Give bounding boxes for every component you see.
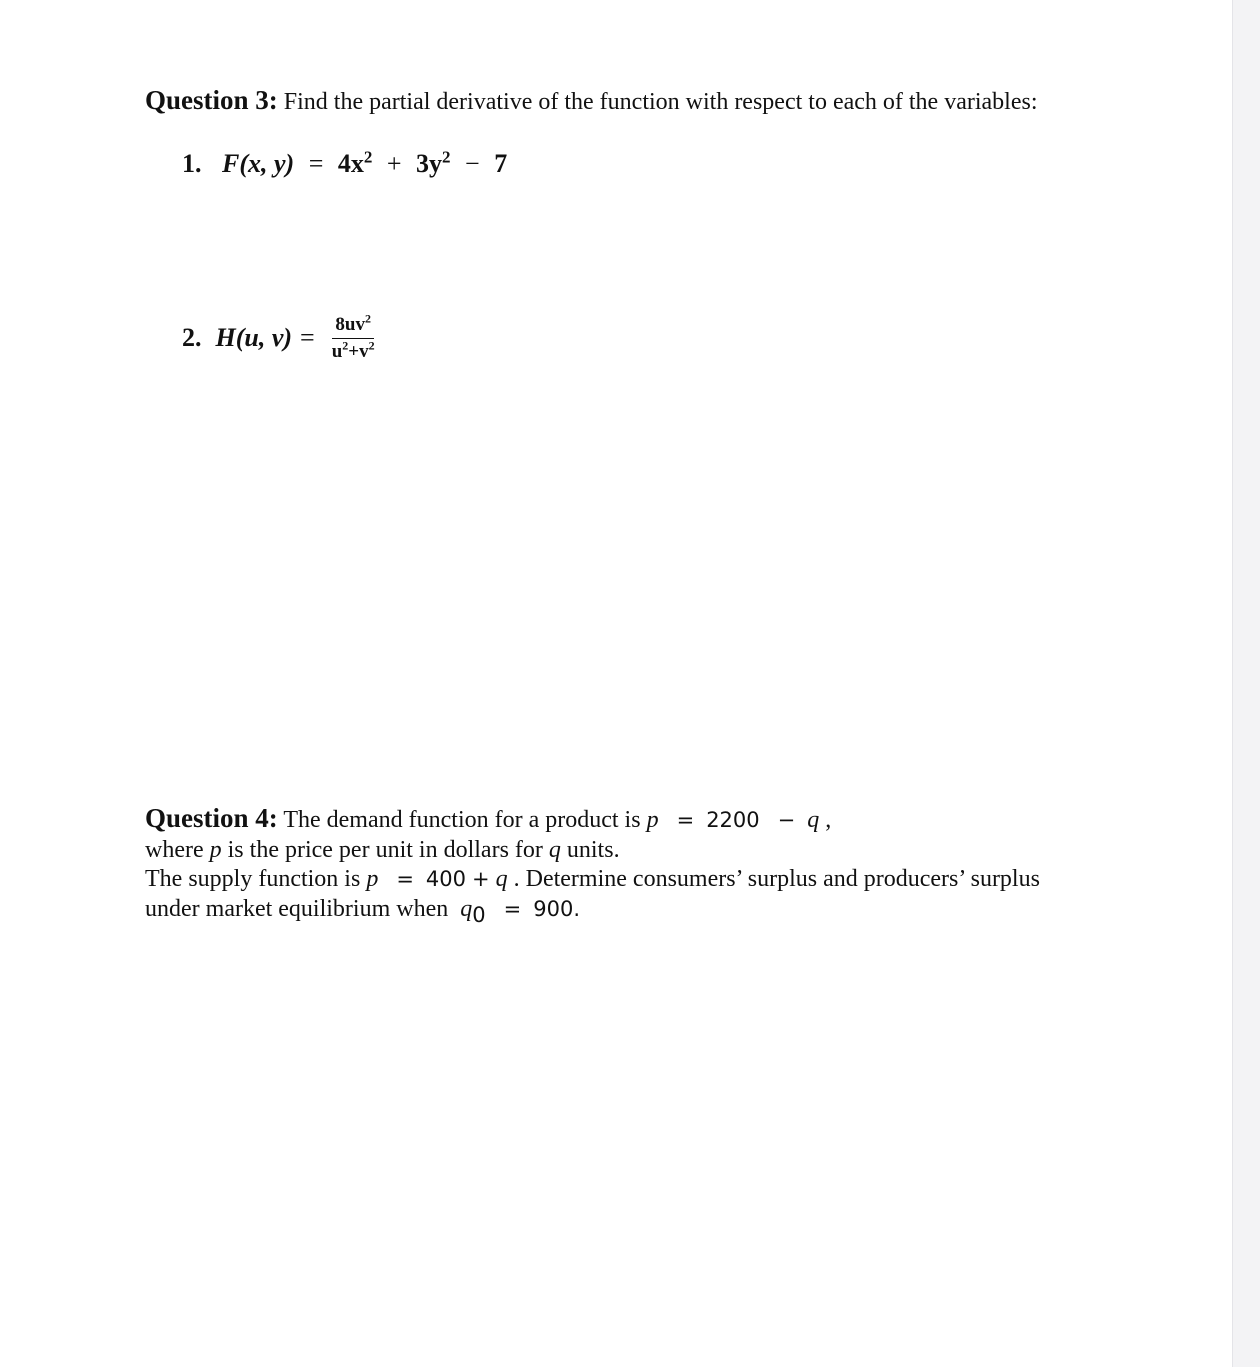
question-3-item-2 (182, 303, 378, 373)
item-1-lhs: F(x, y) (222, 149, 295, 178)
question-4-block (145, 803, 1105, 927)
question-3-label: Question 3: (145, 85, 278, 115)
fraction-denominator: $u^2+v^2$ (331, 338, 375, 362)
item-1-plus: + (386, 149, 402, 178)
item-2-fraction (329, 311, 378, 363)
question-4-line-1: Question 4: The demand function for a product is p = 2200 − q , (145, 803, 832, 833)
item-1-minus: − (465, 149, 480, 178)
question-3-prompt: Find the partial derivative of the function with respect to each of the variables: (283, 89, 1038, 115)
item-2-equals: = (300, 323, 315, 352)
item-1-number: 1. (182, 149, 202, 178)
item-2-lhs: H(u, v) (215, 323, 293, 352)
question-3-header (145, 84, 1038, 118)
item-1-equals: = (308, 149, 324, 178)
fraction-numerator: $8uv^2$ (332, 314, 374, 339)
item-2-number: 2. (182, 323, 202, 352)
question-4-line-4: under market equilibrium when $q_0 = 900$. (145, 895, 580, 927)
question-3-item-1 (182, 146, 507, 182)
question-4-line-2: where p is the price per unit in dollars for q units. (145, 836, 620, 863)
viewer-scroll-gutter[interactable] (1232, 0, 1260, 1367)
item-1-constant: 7 (494, 149, 508, 178)
question-4-label: Question 4: (145, 803, 278, 833)
item-1-term-2: $3y^2$ (416, 147, 451, 178)
item-1-term-1: $4x^2$ (337, 147, 373, 178)
question-4-line-3: The supply function is p = 400 + q . Determine consumers’ surplus and producers’ surplus (145, 866, 1040, 892)
